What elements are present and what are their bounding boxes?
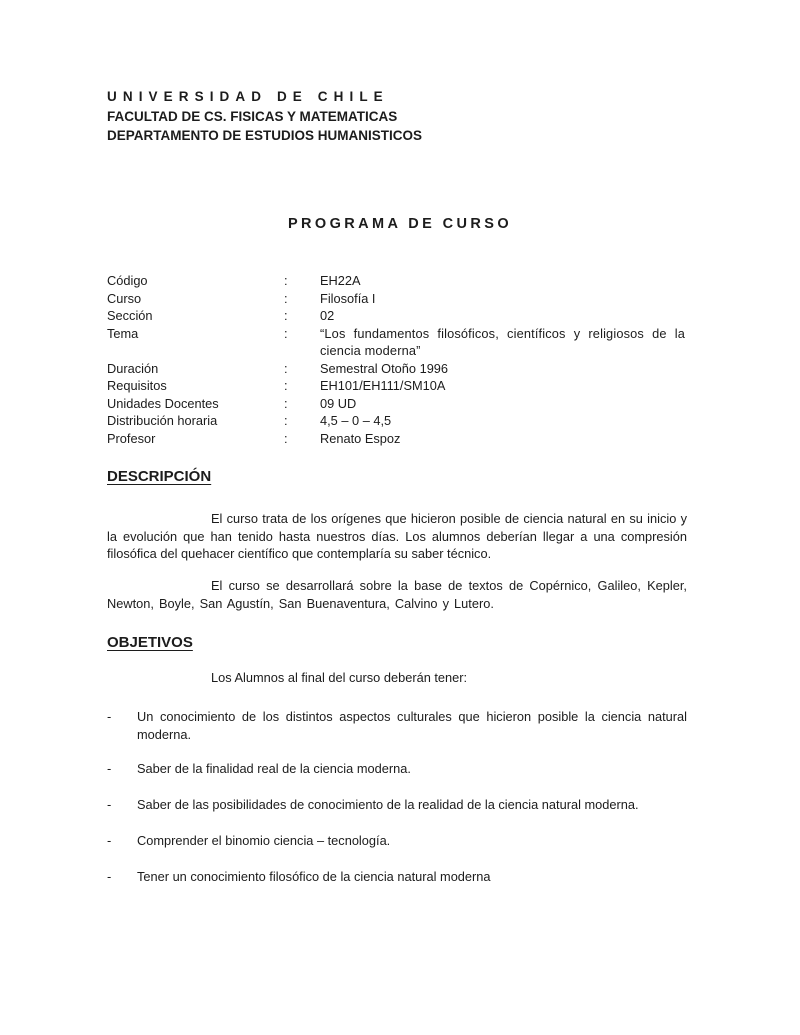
bullet-dash: - [107,869,112,884]
objetivos-heading: OBJETIVOS [107,634,193,651]
info-separator: : [284,360,288,376]
info-value: Renato Espoz [320,430,401,446]
info-label: Código [107,273,148,288]
info-label: Profesor [107,430,156,446]
bullet-dash: - [107,761,112,776]
info-value: EH22A [320,273,361,288]
info-value: “Los fundamentos filosóficos, científicos y religiosos de la ciencia moderna” [320,325,685,358]
info-separator: : [284,308,288,323]
info-label: Unidades Docentes [107,395,219,411]
list-item-text: Saber de las posibilidades de conocimiento de la realidad de la ciencia natural moderna. [137,797,639,812]
info-separator: : [284,430,288,446]
info-separator: : [284,413,288,428]
bullet-dash: - [107,833,112,848]
page-title-text: PROGRAMA DE CURSO [287,216,513,232]
info-value: Filosofía I [320,290,376,306]
info-separator: : [284,325,288,341]
info-label: Curso [107,290,142,306]
descripcion-paragraph: El curso trata de los orígenes que hicieron posible de ciencia natural en su inicio y la evolución que han tenido hasta nuestros días. Los alumnos deberían llegar a una compresión filosófica del quehacer científico que contemplaría su saber técnico. [107,511,687,561]
info-label: Requisitos [107,378,167,393]
list-item-text: Comprender el binomio ciencia – tecnología. [137,833,391,848]
info-label: Sección [107,308,153,323]
faculty-name: FACULTAD DE CS. FISICAS Y MATEMATICAS [107,109,398,124]
info-label: Distribución horaria [107,413,218,428]
list-item-text: Saber de la finalidad real de la ciencia moderna. [137,761,411,776]
info-separator: : [284,395,288,411]
info-value: 4,5 – 0 – 4,5 [320,413,392,428]
descripcion-paragraph: El curso se desarrollará sobre la base de textos de Copérnico, Galileo, Kepler, Newton, Boyle, San Agustín, San Buenaventura, Calvino y Lutero. [107,578,687,611]
info-separator: : [284,290,288,306]
info-label: Duración [107,360,159,376]
info-value: 09 UD [320,395,357,411]
university-name: UNIVERSIDAD DE CHILE [107,89,389,104]
info-value: EH101/EH111/SM10A [320,378,446,393]
list-item-text: Tener un conocimiento filosófico de la ciencia natural moderna [137,869,491,884]
department-name: DEPARTAMENTO DE ESTUDIOS HUMANISTICOS [107,128,423,143]
info-separator: : [284,378,288,393]
info-separator: : [284,273,288,288]
descripcion-heading: DESCRIPCIÓN [107,468,212,485]
bullet-dash: - [107,709,112,724]
info-value: Semestral Otoño 1996 [320,360,449,376]
info-value: 02 [320,308,335,323]
objetivos-intro: Los Alumnos al final del curso deberán tener: [211,670,468,685]
info-label: Tema [107,325,139,341]
page-title [0,216,800,232]
bullet-dash: - [107,797,112,812]
list-item-text: Un conocimiento de los distintos aspectos culturales que hicieron posible la ciencia natural moderna. [137,709,687,742]
